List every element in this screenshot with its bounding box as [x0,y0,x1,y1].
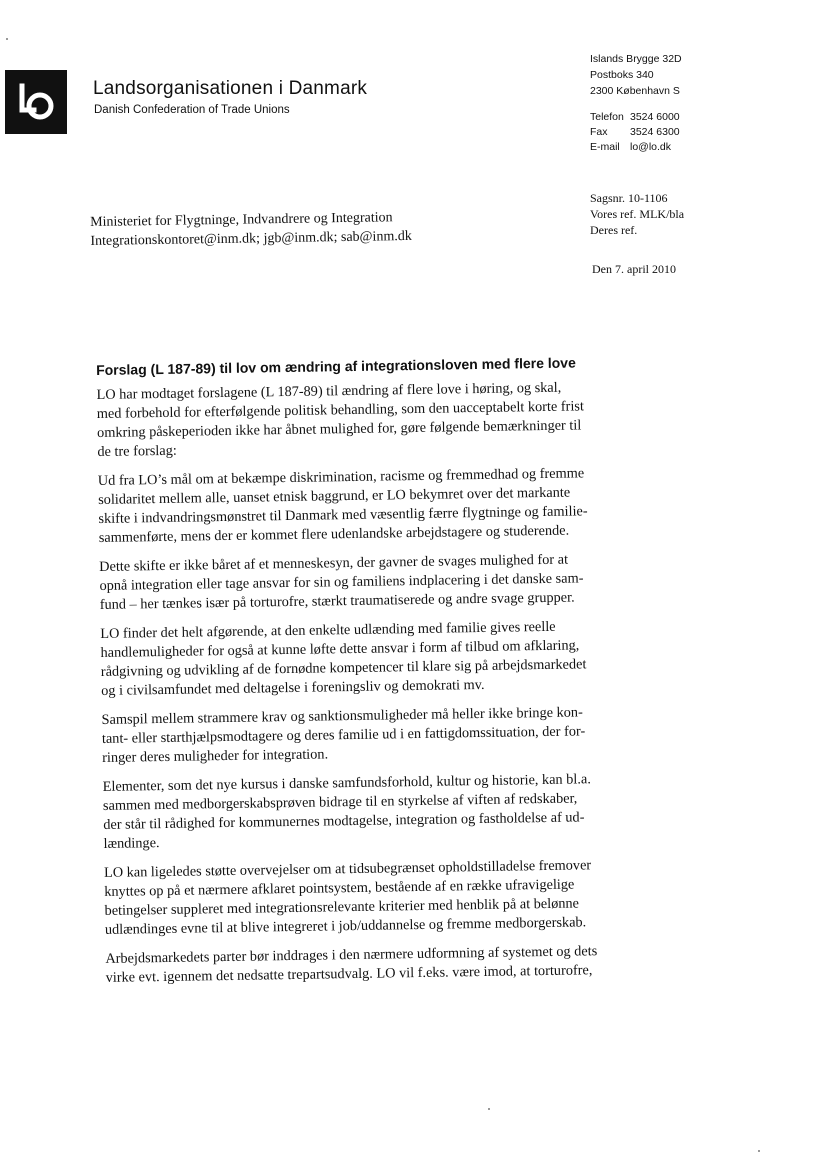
scan-speck [758,1150,760,1152]
address-pobox: Postboks 340 [590,69,654,81]
contact-email [590,140,680,155]
organization-name: Landsorganisationen i Danmark [93,78,368,99]
paragraph-3: Dette skifte er ikke båret af et menneskesyn, der gavner de svages mulighed for at opnå integration eller tage ansvar for sin og familiens indplacering i det danske sam- fund – her tænkes især på torturofre, stærkt traumatiserede og andre svage grupper. [99,551,584,613]
letter-body [96,353,666,998]
contact-email-value: lo@lo.dk [630,141,672,153]
paragraph-1: LO har modtaget forslagene (L 187-89) til ændring af flere love i høring, og skal, med forbehold for efterfølgende politisk behandling, som den uacceptabelt korte frist omkring påskeperioden ikke har åbnet mulighed for, gøre følgende bemærkninger til de tre forslag: [96,379,585,460]
contact-fax-label: Fax [590,126,608,138]
letter-date: Den 7. april 2010 [592,262,676,276]
case-number: Sagsnr. 10-1106 [590,191,668,205]
your-reference: Deres ref. [590,223,638,237]
paragraph-8: Arbejdsmarkedets parter bør inddrages i den nærmere udformning af systemet og dets virke evt. igennem det nedsatte trepartsudvalg. LO vil f.eks. være imod, at torturofre, [105,943,598,986]
contact-email-label: E-mail [590,141,620,153]
recipient-block [90,208,412,251]
paragraph-6: Elementer, som det nye kursus i danske samfundsforhold, kultur og historie, kan bl.a. sammen med medborgerskabsprøven bidrage til en styrkelse af viften af redskaber, der står til rådighed for kommunernes modtagelse, integration og fastholdelse af ud- lændinge. [102,771,591,852]
recipient-emails: Integrationskontoret@inm.dk; jgb@inm.dk; sab@inm.dk [90,228,412,249]
contact-phone [590,110,680,125]
reference-block [590,190,684,238]
our-reference: Vores ref. MLK/bla [590,207,685,221]
paragraph-5: Samspil mellem strammere krav og sanktionsmuligheder må heller ikke bringe kon- tant- eller starthjælpsmodtagere og deres familie ud i en fattigdomssituation, der for- ringer deres muligheder for integration. [101,704,586,766]
paragraph-7: LO kan ligeledes støtte overvejelser om at tidsubegrænset opholdstilladelse fremover knyttes op på et nærmere afklaret pointsystem, bestående af en række ufravigelige betingelser suppleret med integrationsrelevante kriterier med henblik på at belønne udlændinges evne til at blive integreret i job/uddannelse og fremme medborgerskab. [103,857,592,938]
contact-fax-value: 3524 6300 [630,126,680,138]
address-block [590,51,682,99]
letter-headline: Forslag (L 187-89) til lov om ændring af integrationsloven med flere love [96,354,576,378]
lo-logo-icon [12,80,60,124]
organization-subtitle: Danish Confederation of Trade Unions [94,104,290,116]
contact-phone-label: Telefon [590,111,624,123]
address-city: 2300 København S [590,85,680,97]
scan-speck [488,1108,490,1110]
lo-logo [5,70,67,134]
paragraph-4: LO finder det helt afgørende, at den enkelte udlænding med familie gives reelle handlemuligheder for også at kunne løfte dette ansvar i form af tilbud om afklaring, rådgivning og udvikling af de fornødne kompetencer til klare sig på arbejdsmarkedet og i civilsamfundet med deltagelse i foreningsliv og demokrati mv. [100,618,587,699]
address-street: Islands Brygge 32D [590,53,682,65]
contact-block [590,110,680,155]
paragraph-2: Ud fra LO’s mål om at bekæmpe diskrimination, racisme og fremmedhad og fremme solidaritet mellem alle, uanset etnisk baggrund, er LO bekymret over det markante skifte i indvandringsmønstret til Danmark med væsentlig færre flygtninge og familie- sammenførte, mens der er kommet flere udenlandske arbejdstagere og studerende. [97,465,588,546]
contact-fax [590,125,680,140]
recipient-name: Ministeriet for Flygtninge, Indvandrere og Integration [90,210,393,230]
scan-speck [6,38,8,40]
contact-phone-value: 3524 6000 [630,111,680,123]
